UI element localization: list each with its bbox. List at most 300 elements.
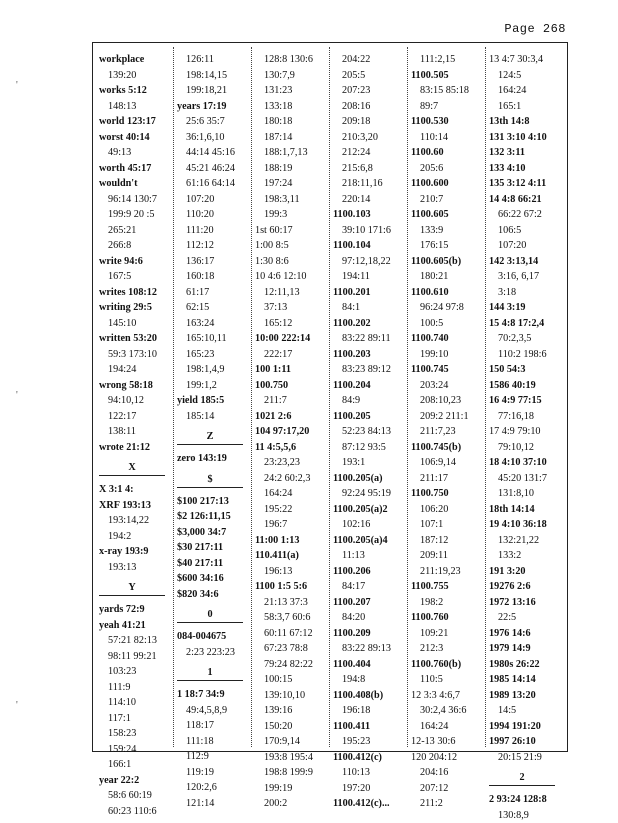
- column-divider: [173, 47, 174, 747]
- page-reference: 198:8 199:9: [255, 765, 313, 781]
- page-reference: 148:13: [99, 99, 165, 115]
- page-reference: 49:13: [99, 145, 165, 161]
- index-term: wouldn't: [99, 176, 165, 192]
- index-term: 1100.755: [411, 579, 469, 595]
- margin-mark: ': [16, 700, 18, 711]
- page-reference: 165:10,11: [177, 331, 243, 347]
- index-term: 1980s 26:22: [489, 657, 555, 673]
- index-term: 19 4:10 36:18: [489, 517, 555, 533]
- margin-mark: ': [16, 390, 18, 401]
- page-reference: 165:12: [255, 316, 313, 332]
- page-reference: 79:10,12: [489, 440, 555, 456]
- page-reference: 70:2,3,5: [489, 331, 555, 347]
- page-reference: 197:24: [255, 176, 313, 192]
- index-term: 1100.605(b): [411, 254, 469, 270]
- page-reference: 165:1: [489, 99, 555, 115]
- page-reference: 209:2 211:1: [411, 409, 469, 425]
- page-reference: 199:9 20 :5: [99, 207, 165, 223]
- page-reference: 59:3 173:10: [99, 347, 165, 363]
- page-reference: 112:9: [177, 749, 243, 765]
- index-term: 1100.205: [333, 409, 391, 425]
- page-reference: 100:5: [411, 316, 469, 332]
- page-reference: 198:2: [411, 595, 469, 611]
- page-reference: 94:10,12: [99, 393, 165, 409]
- index-term: yards 72:9: [99, 602, 165, 618]
- section-letter: $: [177, 473, 243, 488]
- page-reference: 164:24: [489, 83, 555, 99]
- page-reference: 193:8 195:4: [255, 750, 313, 766]
- page-reference: 130:7,9: [255, 68, 313, 84]
- index-term: 13 4:7 30:3,4: [489, 52, 555, 68]
- index-term: $100 217:13: [177, 494, 243, 510]
- page-reference: 133:2: [489, 548, 555, 564]
- index-term: 1100.205(a)2: [333, 502, 391, 518]
- index-term: 1100.745(b): [411, 440, 469, 456]
- index-term: 1586 40:19: [489, 378, 555, 394]
- index-term: 1100.750: [411, 486, 469, 502]
- page-reference: 12:11,13: [255, 285, 313, 301]
- index-term: yield 185:5: [177, 393, 243, 409]
- page-reference: 110:20: [177, 207, 243, 223]
- index-term: XRF 193:13: [99, 498, 165, 514]
- page-reference: 139:20: [99, 68, 165, 84]
- page-reference: 30:2,4 36:6: [411, 703, 469, 719]
- page-reference: 222:17: [255, 347, 313, 363]
- index-term: 1100.412(c): [333, 750, 391, 766]
- index-term: $3,000 34:7: [177, 525, 243, 541]
- page-reference: 199:1,2: [177, 378, 243, 394]
- page-reference: 209:11: [411, 548, 469, 564]
- index-term: 1100.201: [333, 285, 391, 301]
- index-term: 18 4:10 37:10: [489, 455, 555, 471]
- index-term: worth 45:17: [99, 161, 165, 177]
- page-reference: 193:14,22: [99, 513, 165, 529]
- page-reference: 67:23 78:8: [255, 641, 313, 657]
- index-term: 131 3:10 4:10: [489, 130, 555, 146]
- page-reference: 22:5: [489, 610, 555, 626]
- page-reference: 197:20: [333, 781, 391, 797]
- page-reference: 83:23 89:12: [333, 362, 391, 378]
- section-letter: 0: [177, 608, 243, 623]
- index-term: write 94:6: [99, 254, 165, 270]
- page-reference: 207:12: [411, 781, 469, 797]
- page-reference: 166:1: [99, 757, 165, 773]
- index-term: 1100.205(a): [333, 471, 391, 487]
- page-reference: 122:17: [99, 409, 165, 425]
- page-reference: 110:5: [411, 672, 469, 688]
- page-reference: 79:24 82:22: [255, 657, 313, 673]
- page-reference: 128:8 130:6: [255, 52, 313, 68]
- page-reference: 114:10: [99, 695, 165, 711]
- index-term: 13th 14:8: [489, 114, 555, 130]
- page-reference: 100:15: [255, 672, 313, 688]
- page-reference: 193:1: [333, 455, 391, 471]
- page-reference: 211:2: [411, 796, 469, 812]
- page-reference: 44:14 45:16: [177, 145, 243, 161]
- page-reference: 77:16,18: [489, 409, 555, 425]
- index-term: 1100.760(b): [411, 657, 469, 673]
- page-reference: 107:20: [489, 238, 555, 254]
- page-reference: 124:5: [489, 68, 555, 84]
- page-reference: 205:6: [411, 161, 469, 177]
- page-reference: 212:3: [411, 641, 469, 657]
- page-reference: 199:10: [411, 347, 469, 363]
- page-reference: 62:15: [177, 300, 243, 316]
- page-reference: 131:23: [255, 83, 313, 99]
- page-reference: 180:18: [255, 114, 313, 130]
- index-term: 1100.740: [411, 331, 469, 347]
- page-reference: 111:2,15: [411, 52, 469, 68]
- page-reference: 165:23: [177, 347, 243, 363]
- page-reference: 60:23 110:6: [99, 804, 165, 820]
- page-reference: 106:5: [489, 223, 555, 239]
- index-term: 1100.104: [333, 238, 391, 254]
- page-reference: 211:17: [411, 471, 469, 487]
- page-reference: 36:1,6,10: [177, 130, 243, 146]
- index-term: 1021 2:6: [255, 409, 313, 425]
- page-reference: 118:17: [177, 718, 243, 734]
- index-column-5: [411, 52, 469, 812]
- index-term: 1100.605: [411, 207, 469, 223]
- index-term: zero 143:19: [177, 451, 243, 467]
- page-reference: 164:24: [411, 719, 469, 735]
- index-term: 19276 2:6: [489, 579, 555, 595]
- page-reference: 200:2: [255, 796, 313, 812]
- index-term: 104 97:17,20: [255, 424, 313, 440]
- index-term: world 123:17: [99, 114, 165, 130]
- page-reference: 188:1,7,13: [255, 145, 313, 161]
- index-term: 1100.408(b): [333, 688, 391, 704]
- page-reference: 2:23 223:23: [177, 645, 243, 661]
- index-term: 1985 14:14: [489, 672, 555, 688]
- page-reference: 211:19,23: [411, 564, 469, 580]
- index-term: 135 3:12 4:11: [489, 176, 555, 192]
- page-reference: 84:9: [333, 393, 391, 409]
- index-term: 1100.60: [411, 145, 469, 161]
- page-reference: 196:13: [255, 564, 313, 580]
- page-reference: 132:21,22: [489, 533, 555, 549]
- index-term: 1100.103: [333, 207, 391, 223]
- page-reference: 211:7,23: [411, 424, 469, 440]
- page-reference: 180:21: [411, 269, 469, 285]
- index-term: 10:00 222:14: [255, 331, 313, 347]
- index-frame: [92, 42, 568, 752]
- page-reference: 220:14: [333, 192, 391, 208]
- page-reference: 204:16: [411, 765, 469, 781]
- section-letter: 1: [177, 666, 243, 681]
- page-reference: 187:12: [411, 533, 469, 549]
- index-term: 1100.760: [411, 610, 469, 626]
- index-term: 15 4:8 17:2,4: [489, 316, 555, 332]
- index-term: writes 108:12: [99, 285, 165, 301]
- page-reference: 199:18,21: [177, 83, 243, 99]
- page-reference: 110:14: [411, 130, 469, 146]
- page-reference: 84:20: [333, 610, 391, 626]
- page-reference: 194:11: [333, 269, 391, 285]
- page-reference: 194:8: [333, 672, 391, 688]
- page-reference: 138:11: [99, 424, 165, 440]
- page-reference: 102:16: [333, 517, 391, 533]
- section-letter: Y: [99, 581, 165, 596]
- index-term: 1100.205(a)4: [333, 533, 391, 549]
- index-term: 1100.412(c)...: [333, 796, 391, 812]
- page-reference: 205:5: [333, 68, 391, 84]
- page-reference: 57:21 82:13: [99, 633, 165, 649]
- page-reference: 14:5: [489, 703, 555, 719]
- index-term: 1100 1:5 5:6: [255, 579, 313, 595]
- index-term: 1100.207: [333, 595, 391, 611]
- page-reference: 39:10 171:6: [333, 223, 391, 239]
- index-term: 1100.206: [333, 564, 391, 580]
- page-reference: 204:22: [333, 52, 391, 68]
- page-reference: 145:10: [99, 316, 165, 332]
- page-reference: 167:5: [99, 269, 165, 285]
- index-term: $820 34:6: [177, 587, 243, 603]
- page-reference: 107:1: [411, 517, 469, 533]
- index-term: 1100.404: [333, 657, 391, 673]
- index-term: 12 3:3 4:6,7: [411, 688, 469, 704]
- page-reference: 215:6,8: [333, 161, 391, 177]
- page-reference: 25:6 35:7: [177, 114, 243, 130]
- page-reference: 83:22 89:11: [333, 331, 391, 347]
- index-term: 11 4:5,5,6: [255, 440, 313, 456]
- margin-mark: ': [16, 80, 18, 91]
- page-reference: 97:12,18,22: [333, 254, 391, 270]
- page-reference: 198:14,15: [177, 68, 243, 84]
- page-reference: 89:7: [411, 99, 469, 115]
- column-divider: [329, 47, 330, 747]
- page-reference: 199:3: [255, 207, 313, 223]
- page-reference: 126:11: [177, 52, 243, 68]
- page-reference: 121:14: [177, 796, 243, 812]
- index-term: 150 54:3: [489, 362, 555, 378]
- page-reference: 3:18: [489, 285, 555, 301]
- page-reference: 198:1,4,9: [177, 362, 243, 378]
- page-reference: 209:18: [333, 114, 391, 130]
- index-term: 1 18:7 34:9: [177, 687, 243, 703]
- page-reference: 110:13: [333, 765, 391, 781]
- index-term: 1979 14:9: [489, 641, 555, 657]
- index-term: 11:00 1:13: [255, 533, 313, 549]
- index-term: 17 4:9 79:10: [489, 424, 555, 440]
- page-reference: 195:23: [333, 734, 391, 750]
- index-term: 120 204:12: [411, 750, 469, 766]
- page-reference: 198:3,11: [255, 192, 313, 208]
- page-reference: 139:10,10: [255, 688, 313, 704]
- index-term: 1972 13:16: [489, 595, 555, 611]
- column-divider: [407, 47, 408, 747]
- page-reference: 170:9,14: [255, 734, 313, 750]
- index-term: 1:30 8:6: [255, 254, 313, 270]
- page-reference: 52:23 84:13: [333, 424, 391, 440]
- index-term: 12-13 30:6: [411, 734, 469, 750]
- index-term: 1:00 8:5: [255, 238, 313, 254]
- page-reference: 98:11 99:21: [99, 649, 165, 665]
- index-term: 1997 26:10: [489, 734, 555, 750]
- page-reference: 83:15 85:18: [411, 83, 469, 99]
- page-reference: 203:24: [411, 378, 469, 394]
- index-term: 16 4:9 77:15: [489, 393, 555, 409]
- page-reference: 195:22: [255, 502, 313, 518]
- page-reference: 66:22 67:2: [489, 207, 555, 223]
- index-term: $600 34:16: [177, 571, 243, 587]
- page-reference: 208:10,23: [411, 393, 469, 409]
- page-reference: 187:14: [255, 130, 313, 146]
- index-term: 1976 14:6: [489, 626, 555, 642]
- index-column-6: [489, 52, 555, 823]
- index-term: 18th 14:14: [489, 502, 555, 518]
- index-term: 1100.610: [411, 285, 469, 301]
- index-term: 14 4:8 66:21: [489, 192, 555, 208]
- page-reference: 131:8,10: [489, 486, 555, 502]
- index-term: 1100.411: [333, 719, 391, 735]
- page-reference: 24:2 60:2,3: [255, 471, 313, 487]
- page-reference: 58:3,7 60:6: [255, 610, 313, 626]
- page-reference: 111:18: [177, 734, 243, 750]
- page-reference: 158:23: [99, 726, 165, 742]
- index-term: 10 4:6 12:10: [255, 269, 313, 285]
- page-reference: 265:21: [99, 223, 165, 239]
- page-reference: 106:20: [411, 502, 469, 518]
- page-reference: 133:9: [411, 223, 469, 239]
- page-reference: 96:24 97:8: [411, 300, 469, 316]
- page-reference: 208:16: [333, 99, 391, 115]
- page-reference: 120:2,6: [177, 780, 243, 796]
- section-letter: Z: [177, 430, 243, 445]
- index-term: 1st 60:17: [255, 223, 313, 239]
- index-term: 1100.530: [411, 114, 469, 130]
- index-term: 1100.505: [411, 68, 469, 84]
- page-reference: 159:24: [99, 742, 165, 758]
- index-term: wrong 58:18: [99, 378, 165, 394]
- page-reference: 176:15: [411, 238, 469, 254]
- page-reference: 150:20: [255, 719, 313, 735]
- page-reference: 218:11,16: [333, 176, 391, 192]
- index-column-3: [255, 52, 313, 812]
- index-term: 144 3:19: [489, 300, 555, 316]
- page-reference: 21:13 37:3: [255, 595, 313, 611]
- page-reference: 196:7: [255, 517, 313, 533]
- index-term: 084-004675: [177, 629, 243, 645]
- index-term: 1100.209: [333, 626, 391, 642]
- index-term: 133 4:10: [489, 161, 555, 177]
- index-term: 1100.204: [333, 378, 391, 394]
- page-reference: 60:11 67:12: [255, 626, 313, 642]
- page-reference: 119:19: [177, 765, 243, 781]
- index-term: 110.411(a): [255, 548, 313, 564]
- index-column-2: [177, 52, 243, 811]
- page-reference: 196:18: [333, 703, 391, 719]
- index-term: 132 3:11: [489, 145, 555, 161]
- page-reference: 87:12 93:5: [333, 440, 391, 456]
- index-term: 142 3:13,14: [489, 254, 555, 270]
- page-reference: 58:6 60:19: [99, 788, 165, 804]
- page-reference: 109:21: [411, 626, 469, 642]
- page-reference: 106:9,14: [411, 455, 469, 471]
- index-term: 100 1:11: [255, 362, 313, 378]
- index-column-4: [333, 52, 391, 812]
- page-reference: 84:1: [333, 300, 391, 316]
- page-reference: 193:13: [99, 560, 165, 576]
- page-reference: 212:24: [333, 145, 391, 161]
- page-number: Page 268: [504, 22, 566, 36]
- page-reference: 139:16: [255, 703, 313, 719]
- index-term: 1994 191:20: [489, 719, 555, 735]
- index-term: workplace: [99, 52, 165, 68]
- page-reference: 20:15 21:9: [489, 750, 555, 766]
- page-reference: 107:20: [177, 192, 243, 208]
- index-term: 2 93:24 128:8: [489, 792, 555, 808]
- page-reference: 111:20: [177, 223, 243, 239]
- page-reference: 110:2 198:6: [489, 347, 555, 363]
- index-term: X 3:1 4:: [99, 482, 165, 498]
- page-reference: 23:23,23: [255, 455, 313, 471]
- index-term: 1100.202: [333, 316, 391, 332]
- index-term: writing 29:5: [99, 300, 165, 316]
- page-reference: 103:23: [99, 664, 165, 680]
- page-reference: 117:1: [99, 711, 165, 727]
- page-reference: 136:17: [177, 254, 243, 270]
- index-term: $40 217:11: [177, 556, 243, 572]
- index-term: written 53:20: [99, 331, 165, 347]
- page-reference: 194:24: [99, 362, 165, 378]
- page-reference: 11:13: [333, 548, 391, 564]
- page-reference: 96:14 130:7: [99, 192, 165, 208]
- page-reference: 83:22 89:13: [333, 641, 391, 657]
- page-reference: 49:4,5,8,9: [177, 703, 243, 719]
- page-reference: 111:9: [99, 680, 165, 696]
- index-term: years 17:19: [177, 99, 243, 115]
- column-divider: [485, 47, 486, 747]
- page-reference: 210:3,20: [333, 130, 391, 146]
- column-divider: [251, 47, 252, 747]
- page-reference: 45:21 46:24: [177, 161, 243, 177]
- page-reference: 133:18: [255, 99, 313, 115]
- section-letter: 2: [489, 771, 555, 786]
- page-reference: 92:24 95:19: [333, 486, 391, 502]
- page-reference: 207:23: [333, 83, 391, 99]
- index-term: works 5:12: [99, 83, 165, 99]
- index-term: wrote 21:12: [99, 440, 165, 456]
- page-reference: 199:19: [255, 781, 313, 797]
- page-reference: 194:2: [99, 529, 165, 545]
- page-reference: 163:24: [177, 316, 243, 332]
- page-reference: 185:14: [177, 409, 243, 425]
- index-term: 1100.600: [411, 176, 469, 192]
- page-reference: 37:13: [255, 300, 313, 316]
- index-term: year 22:2: [99, 773, 165, 789]
- page-reference: 211:7: [255, 393, 313, 409]
- page-reference: 61:17: [177, 285, 243, 301]
- page-reference: 3:16, 6,17: [489, 269, 555, 285]
- page-reference: 130:8,9: [489, 808, 555, 823]
- section-letter: X: [99, 461, 165, 476]
- page-reference: 160:18: [177, 269, 243, 285]
- page-reference: 45:20 131:7: [489, 471, 555, 487]
- index-term: 1100.203: [333, 347, 391, 363]
- index-term: 1989 13:20: [489, 688, 555, 704]
- index-term: $30 217:11: [177, 540, 243, 556]
- index-term: 191 3:20: [489, 564, 555, 580]
- index-term: 1100.745: [411, 362, 469, 378]
- index-term: x-ray 193:9: [99, 544, 165, 560]
- page-reference: 210:7: [411, 192, 469, 208]
- page-reference: 164:24: [255, 486, 313, 502]
- index-term: yeah 41:21: [99, 618, 165, 634]
- index-term: 100.750: [255, 378, 313, 394]
- index-term: $2 126:11,15: [177, 509, 243, 525]
- page-reference: 84:17: [333, 579, 391, 595]
